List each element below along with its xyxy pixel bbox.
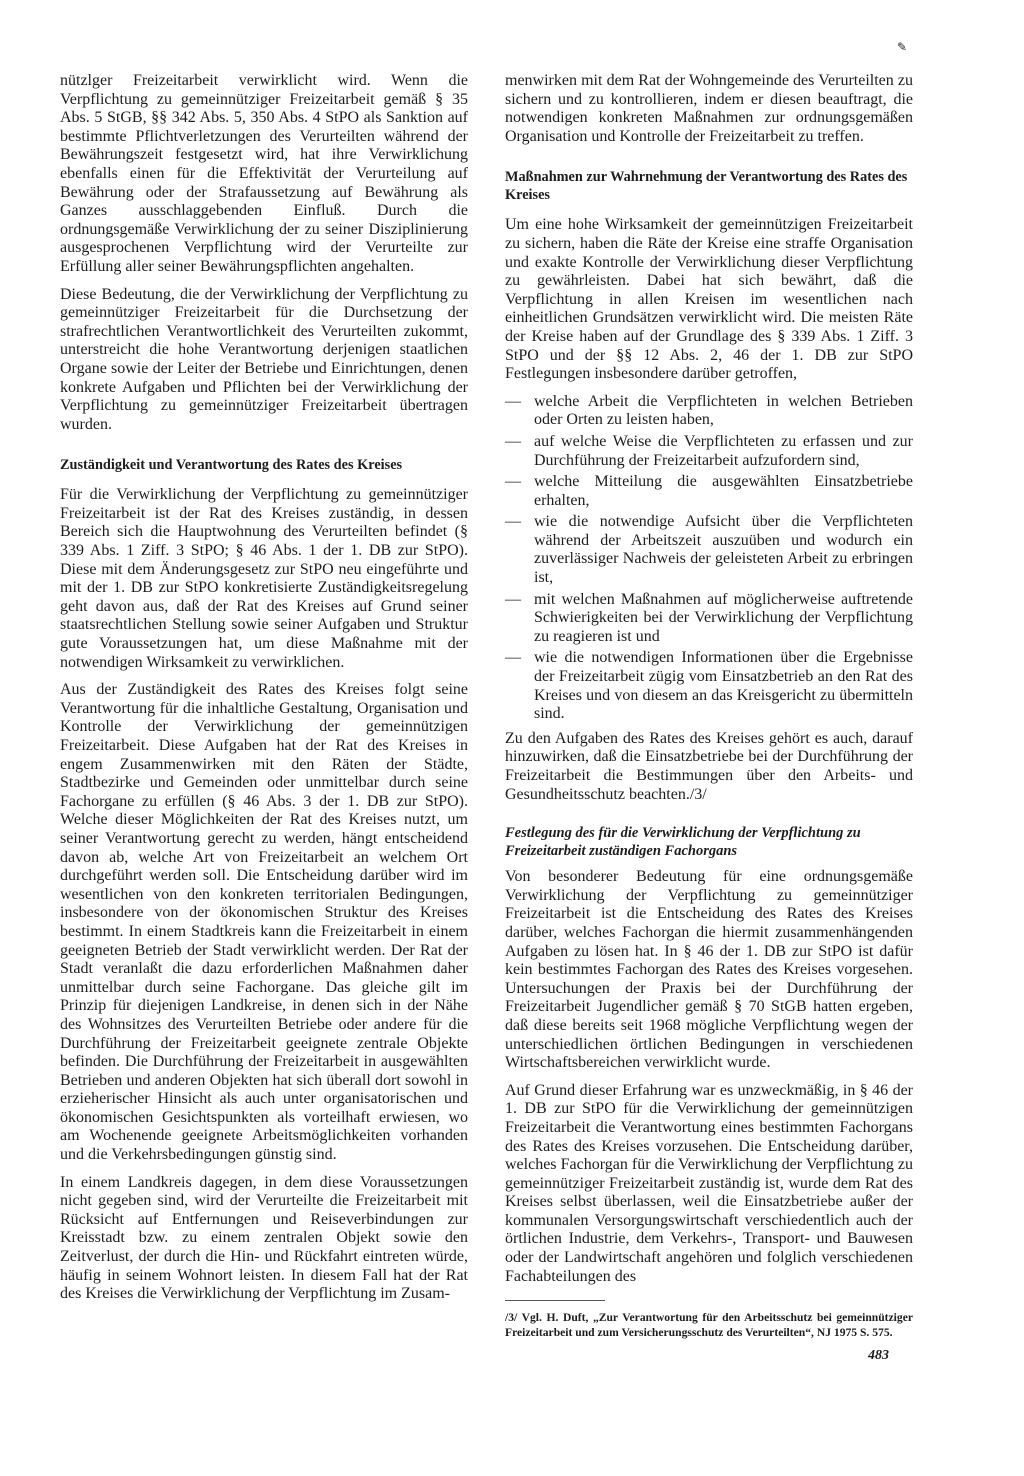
paragraph: Um eine hohe Wirksamkeit der gemeinnützigen Freizeitarbeit zu sichern, haben die Räte der Kreise eine straffe Organisation und exakte Kontrolle der Verwirklichung dieser Verpflichtung zu gewährleisten. Dabei hat sich bewährt, daß die Verpflichtung in allen Kreisen im wesentlichen nach einheitlichen Grundsätzen verwirklicht wird. Die meisten Räte der Kreise haben auf der Grundlage des § 339 Abs. 1 Ziff. 3 StPO und der §§ 12 Abs. 2, 46 der 1. DB zur StPO Festlegungen insbesondere darüber getroffen, (505, 216, 913, 383)
paragraph: Auf Grund dieser Erfahrung war es unzweckmäßig, in § 46 der 1. DB zur StPO für die Verwirklichung der gemeinnützigen Freizeitarbeit die Verantwortung eines bestimmten Fachorgans des Rates des Kreises vorzusehen. Die Entscheidung darüber, welches Fachorgan für die Verwirklichung der Verpflichtung zu gemeinnütziger Freizeitarbeit zuständig ist, wurde dem Rat des Kreises selbst überlassen, weil die Einsatzbetriebe außer der kommunalen Versorgungswirtschaft verschiedentlich auch der örtlichen Industrie, dem Verkehrs-, Transport- und Bauwesen oder der Landwirtschaft angehören und folglich verschiedenen Fachabteilungen des (505, 1081, 913, 1285)
list-item-text: mit welchen Maßnahmen auf möglicherweise auftretende Schwierigkeiten bei der Verwirklichung der Verpflichtung zu reagieren ist und (534, 590, 913, 645)
paragraph: Diese Bedeutung, die der Verwirklichung der Verpflichtung zu gemeinnütziger Freizeitarbeit für die Durchsetzung der strafrechtlichen Verantwortlichkeit des Verurteilten zukommt, unterstreicht die hohe Verantwortung derjenigen staatlichen Organe sowie der Leiter der Betriebe und Einrichtungen, denen konkrete Aufgaben und Pflichten bei der Verwirklichung der Verpflichtung zu gemeinnütziger Freizeitarbeit übertragen wurden. (60, 285, 468, 433)
section-heading: Zuständigkeit und Verantwortung des Rates des Kreises (60, 457, 403, 474)
list-dash: — (505, 590, 521, 608)
paragraph: Für die Verwirklichung der Verpflichtung zu gemeinnütziger Freizeitarbeit ist der Rat des Kreises zuständig, in dessen Bereich sich die Hauptwohnung des Verurteilten befindet (§ 339 Abs. 1 Ziff. 3 StPO; § 46 Abs. 1 der 1. DB zur StPO). Diese mit dem Änderungsgesetz zur StPO neu eingeführte und mit der 1. DB zur StPO konkretisierte Zuständigkeitsregelung geht davon aus, daß der Rat des Kreises auf Grund seiner staatsrechtlichen Stellung sowie seiner Aufgaben und Struktur gute Voraussetzungen hat, um diese Maßnahme mit der notwendigen Wirksamkeit zu verwirklichen. (60, 486, 468, 671)
list-item (505, 649, 913, 723)
paragraph: Von besonderer Bedeutung für eine ordnungsgemäße Verwirklichung der Verpflichtung zu gemeinnütziger Freizeitarbeit ist die Entscheidung des Rates des Kreises darüber, welches Fachorgan die hiermit zusammenhängenden Aufgaben zu lösen hat. In § 46 der 1. DB zur StPO ist dafür kein bestimmtes Fachorgan des Rates des Kreises vorgesehen. Untersuchungen der Praxis bei der Durchführung der Freizeitarbeit Jugendlicher gemäß § 70 StGB hatten ergeben, daß diese bereits seit 1968 mögliche Verpflichtung wegen der unterschiedlichen örtlichen Bedingungen in verschiedenen Wirtschaftsbereichen verwirklicht wurde. (505, 868, 913, 1072)
margin-mark-icon: ✎ (897, 40, 908, 54)
list-item-text: welche Mitteilung die ausgewählten Einsatzbetriebe erhalten, (534, 473, 913, 509)
list-item (505, 433, 913, 470)
list-item-text: wie die notwendigen Informationen über die Ergebnisse der Freizeitarbeit zügig vom Einsatzbetrieb an den Rat des Kreises und von diesem an das Kreisgericht zu übermitteln sind. (534, 649, 913, 723)
footnote-rule (505, 1300, 605, 1301)
list-item-text: auf welche Weise die Verpflichteten zu erfassen und zur Durchführung der Freizeitarbeit aufzufordern sind, (534, 432, 913, 469)
page-number: 483 (868, 1348, 889, 1363)
right-column (505, 72, 913, 1340)
section-heading: Maßnahmen zur Wahrnehmung der Verantwortung des Rates des Kreises (505, 169, 908, 204)
list-dash: — (505, 392, 521, 410)
list-dash: — (505, 473, 521, 491)
list-dash: — (505, 649, 521, 667)
section-heading: Festlegung des für die Verwirklichung der Verpflichtung zu Freizeitarbeit zuständigen Fachorgans (505, 825, 861, 860)
list-item-text: wie die notwendige Aufsicht über die Verpflichteten während der Arbeitszeit auszuüben und wodurch ein zuverlässiger Nachweis der geleisteten Arbeit zu erbringen ist, (534, 513, 913, 587)
paragraph: In einem Landkreis dagegen, in dem diese Voraussetzungen nicht gegeben sind, wird der Verurteilte die Freizeitarbeit mit Rücksicht auf Entfernungen und Reiseverbindungen zur Kreisstadt bzw. zu einem zentralen Objekt sowie den Zeitverlust, der durch die Hin- und Rückfahrt eintreten würde, häufig in seinem Wohnort leisten. In diesem Fall hat der Rat des Kreises die Verwirklichung der Verpflichtung im Zusam- (60, 1173, 468, 1303)
dash-list (505, 393, 913, 724)
paragraph: Zu den Aufgaben des Rates des Kreises gehört es auch, darauf hinzuwirken, daß die Einsatzbetriebe bei der Durchführung der Freizeitarbeit die Bestimmungen über den Arbeits- und Gesundheitsschutz beachten./3/ (505, 729, 913, 803)
footnote: /3/ Vgl. H. Duft, „Zur Verantwortung für den Arbeitsschutz bei gemeinnütziger Freizeitarbeit und zum Versicherungsschutz des Verurteilten“, NJ 1975 S. 575. (505, 1311, 913, 1339)
list-item (505, 591, 913, 647)
list-item (505, 393, 913, 430)
list-item-text: welche Arbeit die Verpflichteten in welchen Betrieben oder Orten zu leisten haben, (534, 392, 913, 429)
list-item (505, 473, 913, 510)
left-column (60, 72, 468, 1313)
list-item (505, 513, 913, 587)
list-dash: — (505, 432, 521, 450)
paragraph: Aus der Zuständigkeit des Rates des Kreises folgt seine Verantwortung für die inhaltliche Gestaltung, Organisation und Kontrolle der Verwirklichung der gemeinnützigen Freizeitarbeit. Diese Aufgaben hat der Rat des Kreises in engem Zusammenwirken mit den Räten der Städte, Stadtbezirke und Gemeinden oder unmittelbar durch seine Fachorgane zu erfüllen (§ 46 Abs. 3 der 1. DB zur StPO). Welche dieser Möglichkeiten der Rat des Kreises nutzt, um seiner Verantwortung gerecht zu werden, hängt entscheidend davon ab, welche Art von Freizeitarbeit an welchem Ort durchgeführt werden soll. Die Entscheidung darüber wird im wesentlichen von den konkreten territorialen Bedingungen, insbesondere von der ökonomischen Struktur des Kreises bestimmt. In einem Stadtkreis kann die Freizeitarbeit in einem geeigneten Betrieb der Stadt verwirklicht werden. Der Rat der Stadt veranlaßt die dazu erforderlichen Maßnahmen daher unmittelbar durch seine Fachorgane. Das gleiche gilt im Prinzip für diejenigen Landkreise, in denen sich in der Nähe des Wohnsitzes des Verurteilten Betriebe oder andere für die Durchführung der Freizeitarbeit geeignete zentrale Objekte befinden. Die Durchführung der Freizeitarbeit in ausgewählten Betrieben und anderen Objekten hat sich überall dort sowohl in erzieherischer Hinsicht als auch unter organisatorischen und ökonomischen Gesichtspunkten als vorteilhaft erwiesen, wo am Wochenende geeignete Arbeitsmöglichkeiten vorhanden und die Verkehrsbedingungen günstig sind. (60, 681, 468, 1164)
paragraph: nützlger Freizeitarbeit verwirklicht wird. Wenn die Verpflichtung zu gemeinnütziger Freizeitarbeit gemäß § 35 Abs. 5 StGB, §§ 342 Abs. 5, 350 Abs. 4 StPO als Sanktion auf bestimmte Pflichtverletzungen des Verurteilten während der Bewährungszeit festgesetzt wird, hat ihre Verwirklichung ebenfalls einen für die Effektivität der Verurteilung auf Bewährung oder der Strafaussetzung auf Bewährung als Ganzes ausschlaggebenden Einfluß. Durch die ordnungsgemäße Verwirklichung der zu seiner Disziplinierung ausgesprochenen Verpflichtung wird der Verurteilte zur Erfüllung aller seiner Bewährungspflichten angehalten. (60, 72, 468, 275)
paragraph: menwirken mit dem Rat der Wohngemeinde des Verurteilten zu sichern und zu kontrollieren, indem er diesen beauftragt, die notwendigen konkreten Maßnahmen zur ordnungsgemäßen Organisation und Kontrolle der Freizeitarbeit zu treffen. (505, 72, 913, 145)
list-dash: — (505, 513, 521, 531)
